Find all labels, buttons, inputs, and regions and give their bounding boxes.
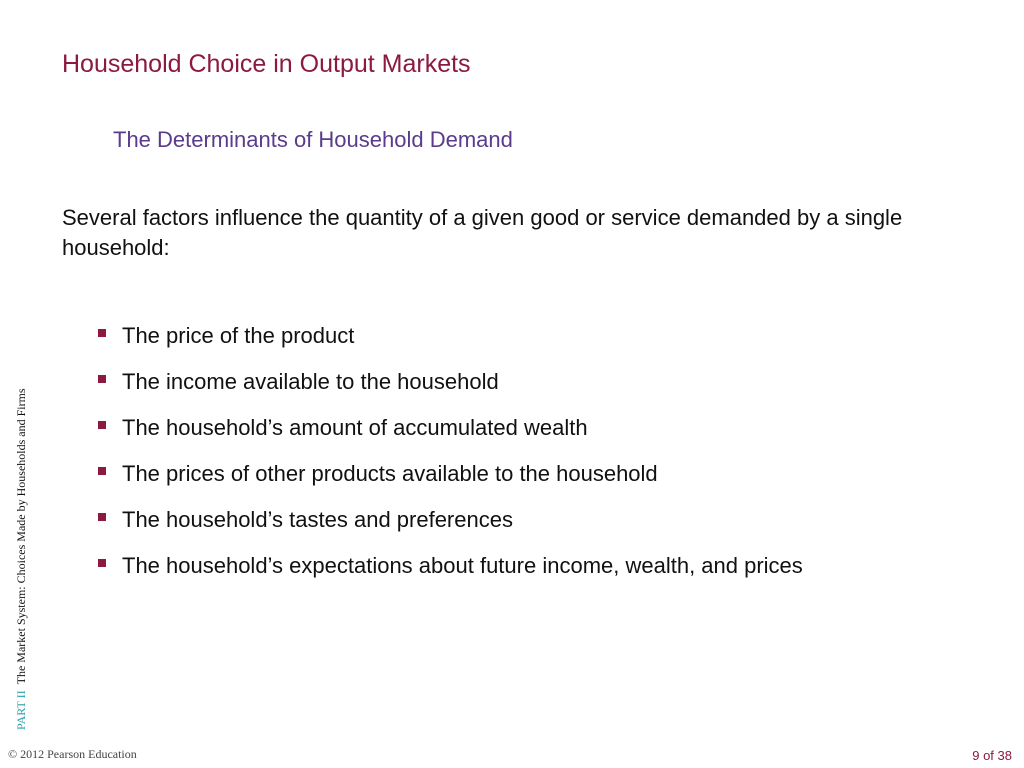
- part-number: PART II: [14, 690, 28, 730]
- list-item-text: The household’s amount of accumulated wealth: [122, 415, 588, 440]
- slide-subtitle: The Determinants of Household Demand: [113, 127, 513, 152]
- page-number: 9 of 38: [972, 748, 1012, 763]
- list-item: [98, 313, 803, 359]
- list-item: [98, 359, 803, 405]
- copyright-text: © 2012 Pearson Education: [8, 747, 137, 761]
- square-bullet-icon: [98, 329, 106, 337]
- list-item-text: The household’s expectations about future income, wealth, and prices: [122, 553, 803, 578]
- list-item: [98, 543, 803, 589]
- list-item-text: The income available to the household: [122, 369, 499, 394]
- list-item: [98, 497, 803, 543]
- square-bullet-icon: [98, 375, 106, 383]
- part-title: The Market System: Choices Made by Households and Firms: [14, 388, 28, 685]
- list-item: [98, 451, 803, 497]
- square-bullet-icon: [98, 559, 106, 567]
- square-bullet-icon: [98, 513, 106, 521]
- determinants-list: [98, 313, 803, 589]
- square-bullet-icon: [98, 467, 106, 475]
- intro-paragraph: Several factors influence the quantity of a given good or service demanded by a single household:: [62, 205, 903, 260]
- list-item-text: The price of the product: [122, 323, 355, 348]
- square-bullet-icon: [98, 421, 106, 429]
- part-sidebar-label: [14, 388, 29, 730]
- list-item: [98, 405, 803, 451]
- list-item-text: The household’s tastes and preferences: [122, 507, 513, 532]
- list-item-text: The prices of other products available to the household: [122, 461, 658, 486]
- slide-title: Household Choice in Output Markets: [62, 50, 471, 78]
